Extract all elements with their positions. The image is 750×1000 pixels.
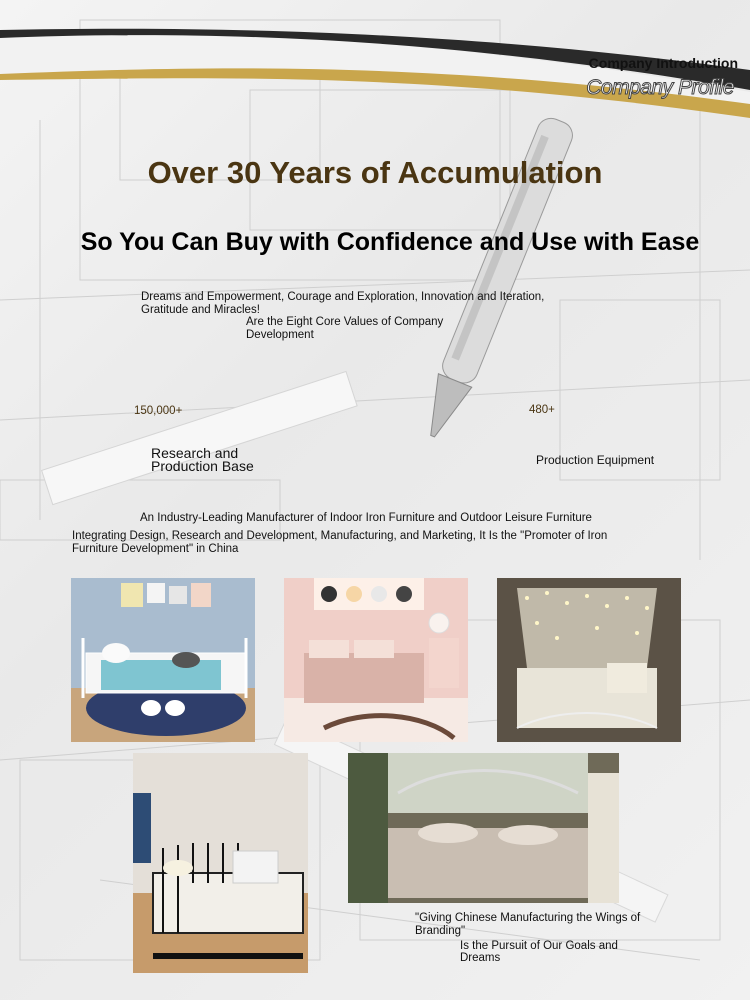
- page-subheadline: So You Can Buy with Confidence and Use with Ease: [80, 228, 700, 256]
- photo-pink-bedroom: [284, 578, 468, 742]
- header-subtitle: Company Profile: [586, 76, 734, 99]
- tagline-caption: Is the Pursuit of Our Goals and Dreams: [460, 940, 618, 964]
- header-title: Company Introduction: [588, 55, 738, 71]
- page-headline: Over 30 Years of Accumulation: [147, 155, 603, 190]
- stat-equipment-number: 480+: [529, 404, 555, 416]
- photo-canopy-bed: [497, 578, 681, 742]
- core-values-caption: Are the Eight Core Values of Company Development: [246, 316, 444, 341]
- core-values-text: Dreams and Empowerment, Courage and Exploration, Innovation and Iteration, Gratitude and Miracles!: [141, 291, 545, 316]
- stat-area-number: 150,000+: [134, 405, 183, 417]
- stat-equipment-label: Production Equipment: [536, 453, 655, 467]
- photo-vintage-bed: [348, 753, 619, 903]
- photo-black-daybed: [133, 753, 308, 973]
- intro-line-2: Integrating Design, Research and Development, Manufacturing, and Marketing, It Is the "Promoter of Iron Furniture Development" in China: [72, 530, 608, 555]
- photo-white-daybed: [71, 578, 255, 742]
- intro-line-1: An Industry-Leading Manufacturer of Indoor Iron Furniture and Outdoor Leisure Furniture: [140, 512, 592, 524]
- tagline-quote: "Giving Chinese Manufacturing the Wings of Branding": [415, 912, 641, 937]
- stat-area-label: Research and Production Base: [151, 445, 254, 474]
